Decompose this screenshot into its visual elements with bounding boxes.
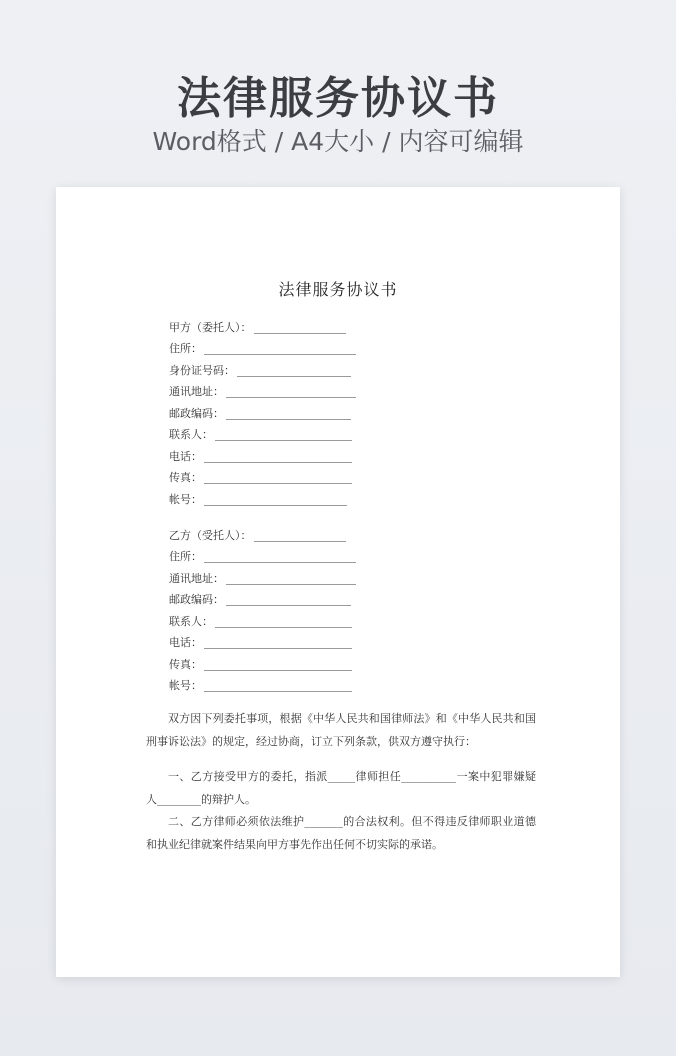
field-label: 通讯地址：	[169, 571, 224, 585]
party-b-account-field[interactable]	[169, 674, 469, 696]
party-a-client-field[interactable]	[169, 315, 469, 337]
field-label: 住所：	[169, 342, 202, 355]
party-a-id-number-field[interactable]	[169, 358, 469, 380]
party-a-account-field[interactable]	[169, 487, 469, 509]
field-label: 乙方（受托人）：	[169, 528, 252, 542]
document-page	[56, 187, 620, 977]
blank-line	[226, 584, 356, 585]
field-label: 帐号：	[169, 679, 202, 692]
blank-line	[204, 670, 352, 671]
blank-line	[204, 483, 352, 484]
blank-line	[226, 397, 356, 398]
banner-subtitle: Word格式 / A4大小 / 内容可编辑	[152, 127, 524, 156]
party-a-contact-field[interactable]	[169, 423, 469, 445]
field-label: 邮政编码：	[169, 406, 224, 420]
blank-line	[254, 333, 346, 334]
field-label: 电话：	[169, 449, 202, 463]
party-a-mail-address-field[interactable]	[169, 380, 469, 402]
intro-paragraph: 双方因下列委托事项，根据《中华人民共和国律师法》和《中华人民共和国刑事诉讼法》的规定，经过协商，订立下列条款，供双方遵守执行：	[146, 712, 536, 748]
party-a-fax-field[interactable]	[169, 466, 469, 488]
blank-line	[204, 648, 352, 649]
party-a-address-field[interactable]	[169, 337, 469, 359]
banner-title: 法律服务协议书	[177, 73, 499, 124]
blank-line	[204, 691, 352, 692]
blank-line	[226, 605, 351, 606]
blank-line	[237, 376, 351, 377]
party-a-fields	[169, 315, 469, 509]
blank-line	[204, 462, 352, 463]
party-b-mail-address-field[interactable]	[169, 566, 469, 588]
party-b-address-field[interactable]	[169, 545, 469, 567]
party-b-contact-field[interactable]	[169, 609, 469, 631]
field-label: 帐号：	[169, 492, 202, 506]
blank-line	[215, 627, 352, 628]
party-b-fields	[169, 523, 469, 695]
party-b-postcode-field[interactable]	[169, 588, 469, 610]
field-label: 电话：	[169, 636, 202, 649]
blank-line	[226, 419, 351, 420]
blank-line	[204, 354, 356, 355]
field-label: 联系人：	[169, 428, 213, 441]
field-label: 邮政编码：	[169, 593, 224, 606]
party-b-fax-field[interactable]	[169, 652, 469, 674]
field-label: 传真：	[169, 657, 202, 671]
field-label: 甲方（委托人）：	[169, 320, 252, 334]
blank-line	[204, 505, 347, 506]
field-label: 传真：	[169, 471, 202, 484]
blank-line	[254, 541, 346, 542]
field-label: 住所：	[169, 550, 202, 563]
blank-line	[215, 440, 352, 441]
field-label: 联系人：	[169, 614, 213, 628]
party-a-postcode-field[interactable]	[169, 401, 469, 423]
party-b-trustee-field[interactable]	[169, 523, 469, 545]
party-b-phone-field[interactable]	[169, 631, 469, 653]
clause-2-paragraph: 二、乙方律师必须依法维护_______的合法权利。但不得违反律师职业道德和执业纪律就案件结果向甲方事先作出任何不切实际的承诺。	[146, 815, 536, 851]
blank-line	[204, 562, 356, 563]
field-label: 身份证号码：	[169, 363, 235, 377]
party-a-phone-field[interactable]	[169, 444, 469, 466]
document-title: 法律服务协议书	[278, 280, 398, 299]
clause-1-paragraph: 一、乙方接受甲方的委托，指派_____律师担任__________一案中犯罪嫌疑人________的辩护人。	[146, 770, 536, 806]
field-label: 通讯地址：	[169, 385, 224, 398]
